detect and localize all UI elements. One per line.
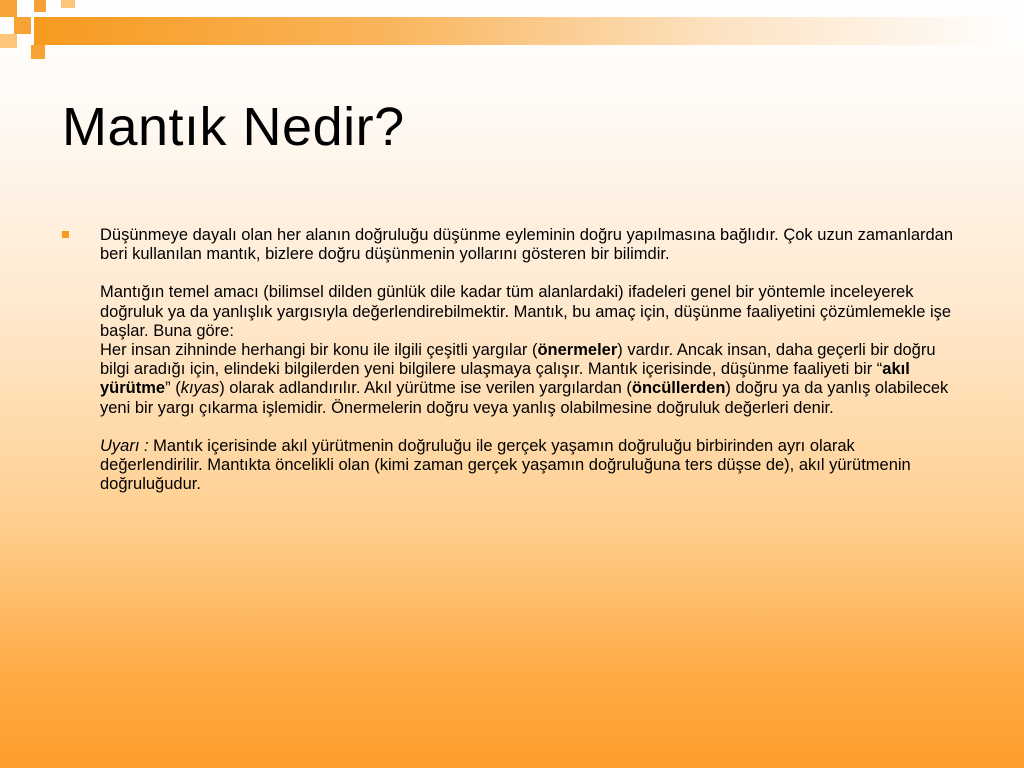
header-gradient-bar xyxy=(34,17,1024,45)
corner-square-3 xyxy=(61,0,75,8)
purpose-text-5: ) doğru ya da yanlış olabilecek yeni bir yargı çıkarma işlemidir. Önermelerin doğru veya yanlış olabilmesine doğruluk değerleri denir. xyxy=(100,379,949,417)
slide-content xyxy=(62,226,962,513)
corner-square-4 xyxy=(14,17,31,34)
paragraph-purpose-intro: Mantığın temel amacı (bilimsel dilden günlük dile kadar tüm alanlardaki) ifadeleri genel bir yöntemle inceleyerek doğruluk ya da yanlışlık yargısıyla değerlendirebilmektir. Mantık, bu amaç için, düşünme faaliyetini çözümlemekle işe başlar. Buna göre: xyxy=(100,283,952,340)
corner-square-2 xyxy=(34,0,46,12)
bullet-text xyxy=(100,226,962,494)
paragraph-warning xyxy=(100,437,962,495)
purpose-text-2: ) vardır. Ancak insan, daha geçerli bir doğru bilgi aradığı için, elindeki bilgilerden yeni bilgilere ulaşmaya çalışır. Mantık içerisinde, düşünme faaliyeti bir “ xyxy=(100,341,936,379)
term-onermeler: önermeler xyxy=(537,341,618,360)
purpose-text-3: ” ( xyxy=(165,379,181,398)
term-kiyas: kıyas xyxy=(180,379,220,398)
corner-square-1 xyxy=(0,0,17,17)
term-onculler: öncüllerden xyxy=(631,379,726,398)
paragraph-purpose xyxy=(100,283,962,417)
slide-title: Mantık Nedir? xyxy=(62,97,405,157)
corner-square-6 xyxy=(31,45,45,59)
corner-square-5 xyxy=(0,34,17,48)
term-akil-yurutme: akıl yürütme xyxy=(100,360,910,398)
warning-text: Mantık içerisinde akıl yürütmenin doğruluğu ile gerçek yaşamın doğruluğu birbirinden ayrı olarak değerlendirilir. Mantıkta öncelikli olan (kimi zaman gerçek yaşamın doğruluğuna ters düşse de), akıl yürütmenin doğruluğudur. xyxy=(100,436,911,494)
purpose-text-1: Her insan zihninde herhangi bir konu ile ilgili çeşitli yargılar ( xyxy=(100,341,538,360)
paragraph-definition: Düşünmeye dayalı olan her alanın doğruluğu düşünme eyleminin doğru yapılmasına bağlıdır. Çok uzun zamanlardan beri kullanılan mantık, bizlere doğru düşünmenin yollarını gösteren bir bilimdir. xyxy=(100,226,954,264)
purpose-text-4: ) olarak adlandırılır. Akıl yürütme ise verilen yargılardan ( xyxy=(219,379,632,398)
square-bullet-icon xyxy=(62,231,69,238)
warning-label: Uyarı : xyxy=(100,436,149,455)
